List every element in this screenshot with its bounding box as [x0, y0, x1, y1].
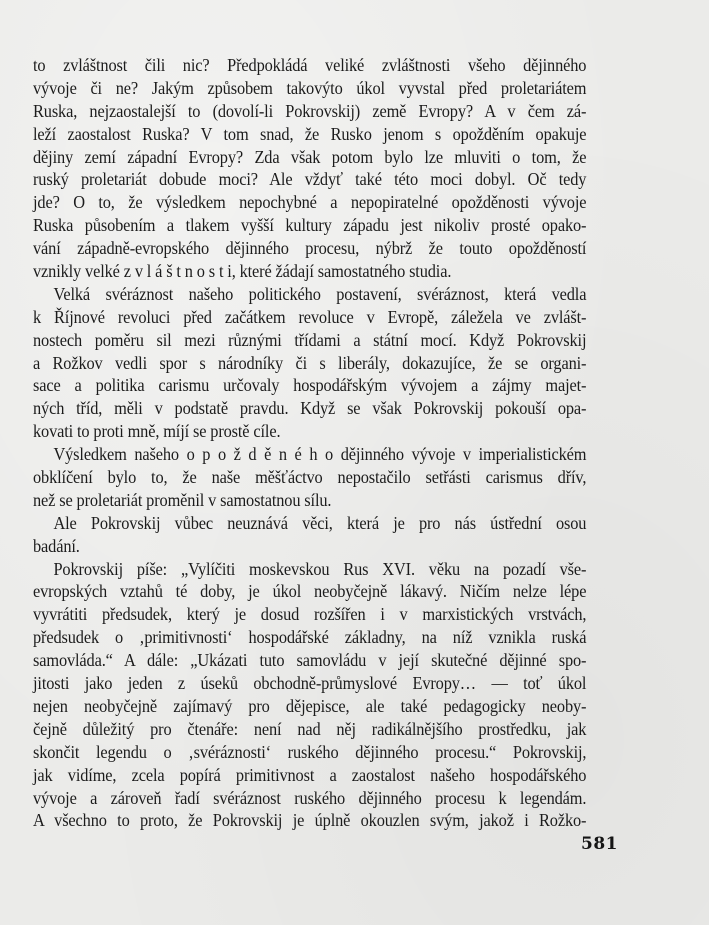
paragraph: [33, 283, 586, 443]
text-line: evropských vztahů té doby, je úkol neobyčejně lákavý. Ničím nelze lépe: [33, 581, 587, 602]
text-line: A všechno to proto, že Pokrovskij je úplně okouzlen svým, jakož i Rožko-: [33, 810, 587, 831]
text-line: čejně důležitý pro čtenáře: není nad něj radikálnějšího prostředku, jak: [33, 718, 587, 739]
text-line: badání.: [33, 535, 80, 556]
text-line: to zvláštnost čili nic? Předpokládá veliké zvláštnosti všeho dějinného: [33, 55, 587, 75]
text-line: ných tříd, měli v podstatě pravdu. Když se však Pokrovskij pokouší opa-: [33, 398, 587, 419]
text-line: leží zaostalost Ruska? V tom snad, že Rusko jenom s opožděním opakuje: [33, 123, 587, 144]
text-line: vání západně-evropského dějinného procesu, nýbrž že touto opožděností: [33, 238, 587, 259]
text-line: jitosti jako jeden z úseků obchodně-průmyslové Evropy… — toť úkol: [33, 673, 587, 694]
text-line: Výsledkem našeho o p o ž d ě n é h o dějinného vývoje v imperialistickém: [53, 444, 587, 465]
text-line: Ruska působením a tlakem vyšší kultury západu jest nikoliv prosté opako-: [33, 215, 587, 236]
text-line: a Rožkov vedli spor s národníky či s liberály, dokazujíce, že se organi-: [33, 352, 587, 373]
text-line: jak vidíme, zcela popírá primitivnost a zaostalost našeho hospodářského: [33, 764, 587, 785]
text-line: sace a politika carismu určovaly hospodářským vývojem a zájmy majet-: [33, 375, 587, 396]
text-line: skončit legendu o ‚svéráznosti‘ ruského dějinného procesu.“ Pokrovskij,: [33, 741, 587, 762]
text-line: samovláda.“ A dále: „Ukázati tuto samovládu v její skutečné dějinné spo-: [33, 650, 587, 671]
text-line: obklíčení bylo to, že naše měšťáctvo nepostačilo setřásti carismus dřív,: [33, 467, 587, 488]
text-line: Pokrovskij píše: „Vylíčiti moskevskou Rus XVI. věku na pozadí vše-: [53, 558, 587, 579]
page-number: 581: [581, 834, 618, 854]
text-line: vývoje či ne? Jakým způsobem takovýto úkol vyvstal před proletariátem: [33, 77, 587, 98]
body-text: [33, 54, 586, 832]
paragraph: [33, 512, 586, 558]
text-line: vyvrátiti předsudek, který je dosud rozšířen i v marxistických vrstvách,: [33, 604, 587, 625]
text-line: než se proletariát proměnil v samostatnou sílu.: [33, 489, 332, 510]
text-line: nostech poměru sil mezi různými třídami a státní mocí. Když Pokrovskij: [33, 329, 587, 350]
text-line: Velká svéráznost našeho politického postavení, svéráznost, která vedla: [53, 283, 587, 304]
text-line: ruský proletariát dobude moci? Ale vždyť také této moci dobyl. Oč tedy: [33, 169, 587, 190]
text-line: vznikly velké z v l á š t n o s t i, které žádají samostatného studia.: [33, 261, 452, 282]
text-line: nejen neobyčejně zajímavý pro dějepisce, ale také pedagogicky neoby-: [33, 695, 587, 716]
text-line: dějiny zemí západní Evropy? Zda však potom bylo lze mluviti o tom, že: [33, 146, 587, 167]
text-line: předsudek o ‚primitivnosti‘ hospodářské základny, na níž vznikla ruská: [33, 627, 587, 648]
paragraph: [33, 443, 586, 512]
paragraph: [33, 558, 586, 833]
text-line: jde? O to, že výsledkem nepochybné a nepopiratelné opožděnosti vývoje: [33, 192, 587, 213]
text-line: kovati to proti mně, míjí se prostě cíle.: [33, 421, 281, 442]
text-line: Ale Pokrovskij vůbec neuznává věci, která je pro nás ústřední osou: [53, 512, 587, 533]
text-line: vývoje a zároveň řadí svéráznost ruského dějinného procesu k legendám.: [33, 787, 587, 808]
text-line: Ruska, nejzaostalejší to (dovolí-li Pokrovskij) země Evropy? A v čem zá-: [33, 100, 587, 121]
paragraph: [33, 54, 586, 283]
text-line: k Říjnové revoluci před začátkem revoluce v Evropě, záležela ve zvlášt-: [33, 306, 587, 327]
